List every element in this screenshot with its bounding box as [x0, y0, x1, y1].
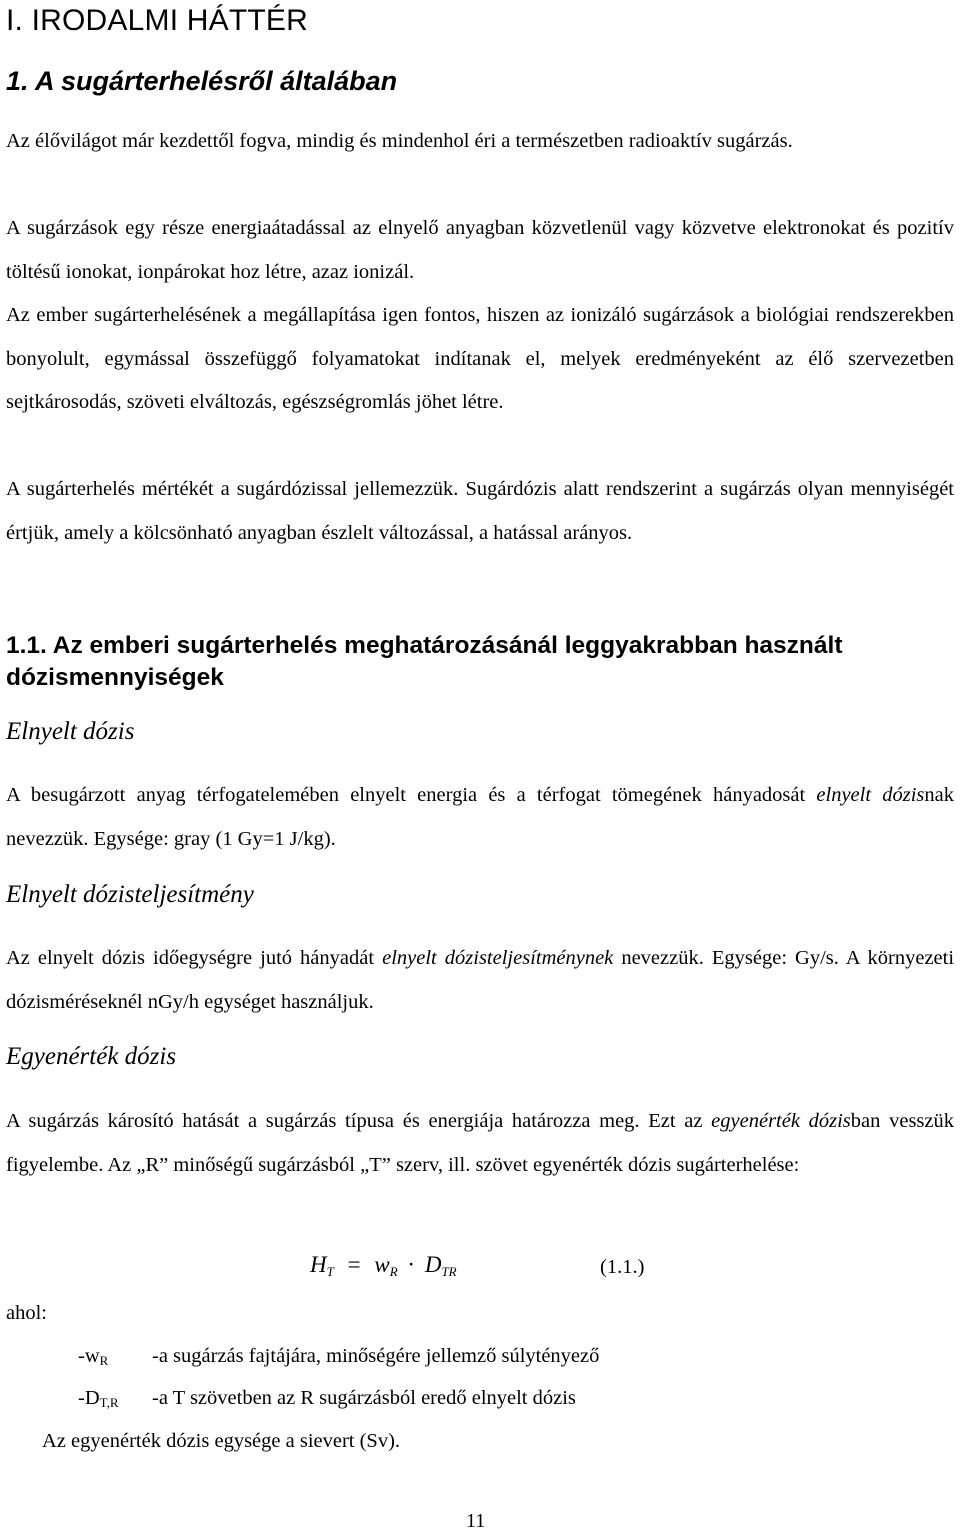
- definition-symbol-d-text: -D: [78, 1387, 100, 1409]
- page-number: 11: [466, 1510, 486, 1532]
- dose-rate-text-1: Az elnyelt dózis időegységre jutó hányadát: [6, 947, 375, 969]
- formula-w-sub: R: [389, 1264, 398, 1279]
- absorbed-dose-title: Elnyelt dózis: [6, 718, 135, 745]
- definition-text-w: -a sugárzás fajtájára, minőségére jellemző súlytényező: [152, 1345, 600, 1367]
- definition-symbol-d-sub: T,R: [99, 1395, 119, 1410]
- absorbed-dose-definition: [6, 774, 954, 861]
- paragraph-radiation-dose: A sugárterhelés mértékét a sugárdózissal jellemezzük. Sugárdózis alatt rendszerint a sugárzás olyan mennyiségét értjük, amely a kölcsönható anyagban észlelt változással, a hatással arányos.: [6, 478, 954, 544]
- where-label: ahol:: [6, 1302, 47, 1324]
- formula-d: D: [424, 1252, 442, 1277]
- dose-rate-term: elnyelt dózisteljesítménynek: [382, 947, 614, 969]
- formula-dot: ·: [407, 1252, 416, 1277]
- equivalent-dose-title: Egyenérték dózis: [6, 1043, 177, 1070]
- definition-symbol-w: [78, 1345, 108, 1369]
- definition-symbol-w-text: -w: [78, 1345, 100, 1367]
- paragraph-radiation-exposure: Az ember sugárterhelésének a megállapítása igen fontos, hiszen az ionizáló sugárzások a biológiai rendszerekben bonyolult, egymással összefüggő folyamatokat indítanak el, melyek eredményeként az élő szervezetben sejtkárosodás, szöveti elváltozás, egészségromlás jöhet létre.: [6, 304, 954, 413]
- equivalent-dose-formula: [310, 1252, 457, 1280]
- absorbed-dose-text-1: A besugárzott anyag térfogatelemében elnyelt energia és a térfogat tömegének hányadosát: [6, 784, 806, 806]
- dose-rate-definition: [6, 937, 954, 1024]
- formula-h: H: [310, 1252, 327, 1277]
- absorbed-dose-term: elnyelt dózis: [816, 784, 925, 806]
- definition-symbol-w-sub: R: [99, 1353, 109, 1368]
- unit-note: Az egyenérték dózis egysége a sievert (Sv).: [42, 1430, 401, 1452]
- dose-rate-title: Elnyelt dózisteljesítmény: [6, 881, 254, 908]
- formula-d-sub: TR: [441, 1264, 457, 1279]
- equivalent-dose-definition: [6, 1100, 954, 1187]
- equivalent-dose-term: egyenérték dózis: [711, 1110, 851, 1132]
- section-heading: 1. A sugárterhelésről általában: [6, 66, 398, 96]
- formula-equals: =: [347, 1252, 361, 1277]
- paragraph-natural-radiation: Az élővilágot már kezdettől fogva, mindig és mindenhol éri a természetben radioaktív sugárzás.: [6, 130, 793, 152]
- subsection-heading: 1.1. Az emberi sugárterhelés meghatározásánál leggyakrabban használt dózismennyiségek: [6, 632, 843, 691]
- formula-w: w: [374, 1252, 390, 1277]
- chapter-heading: I. IRODALMI HÁTTÉR: [6, 4, 308, 37]
- definition-symbol-d: [78, 1387, 119, 1411]
- dose-rate-text-2: nevezzük. Egysége: Gy/s. A környezeti dózisméréseknél nGy/h egységet használjuk.: [6, 947, 955, 1013]
- equivalent-dose-text-1: A sugárzás károsító hatását a sugárzás típusa és energiája határozza meg. Ezt az: [6, 1110, 703, 1132]
- formula-h-sub: T: [326, 1264, 334, 1279]
- absorbed-dose-text-2: nak nevezzük. Egysége: gray (1 Gy=1 J/kg).: [6, 784, 954, 850]
- definition-text-d: -a T szövetben az R sugárzásból eredő elnyelt dózis: [152, 1387, 576, 1409]
- equivalent-dose-text-2: ban vesszük figyelembe. Az „R” minőségű sugárzásból „T” szerv, ill. szövet egyenérték dózis sugárterhelése:: [6, 1110, 954, 1176]
- formula-number: (1.1.): [600, 1256, 645, 1278]
- paragraph-ionization: A sugárzások egy része energiaátadással az elnyelő anyagban közvetlenül vagy közvetve elektronokat és pozitív töltésű ionokat, ionpárokat hoz létre, azaz ionizál.: [6, 217, 954, 283]
